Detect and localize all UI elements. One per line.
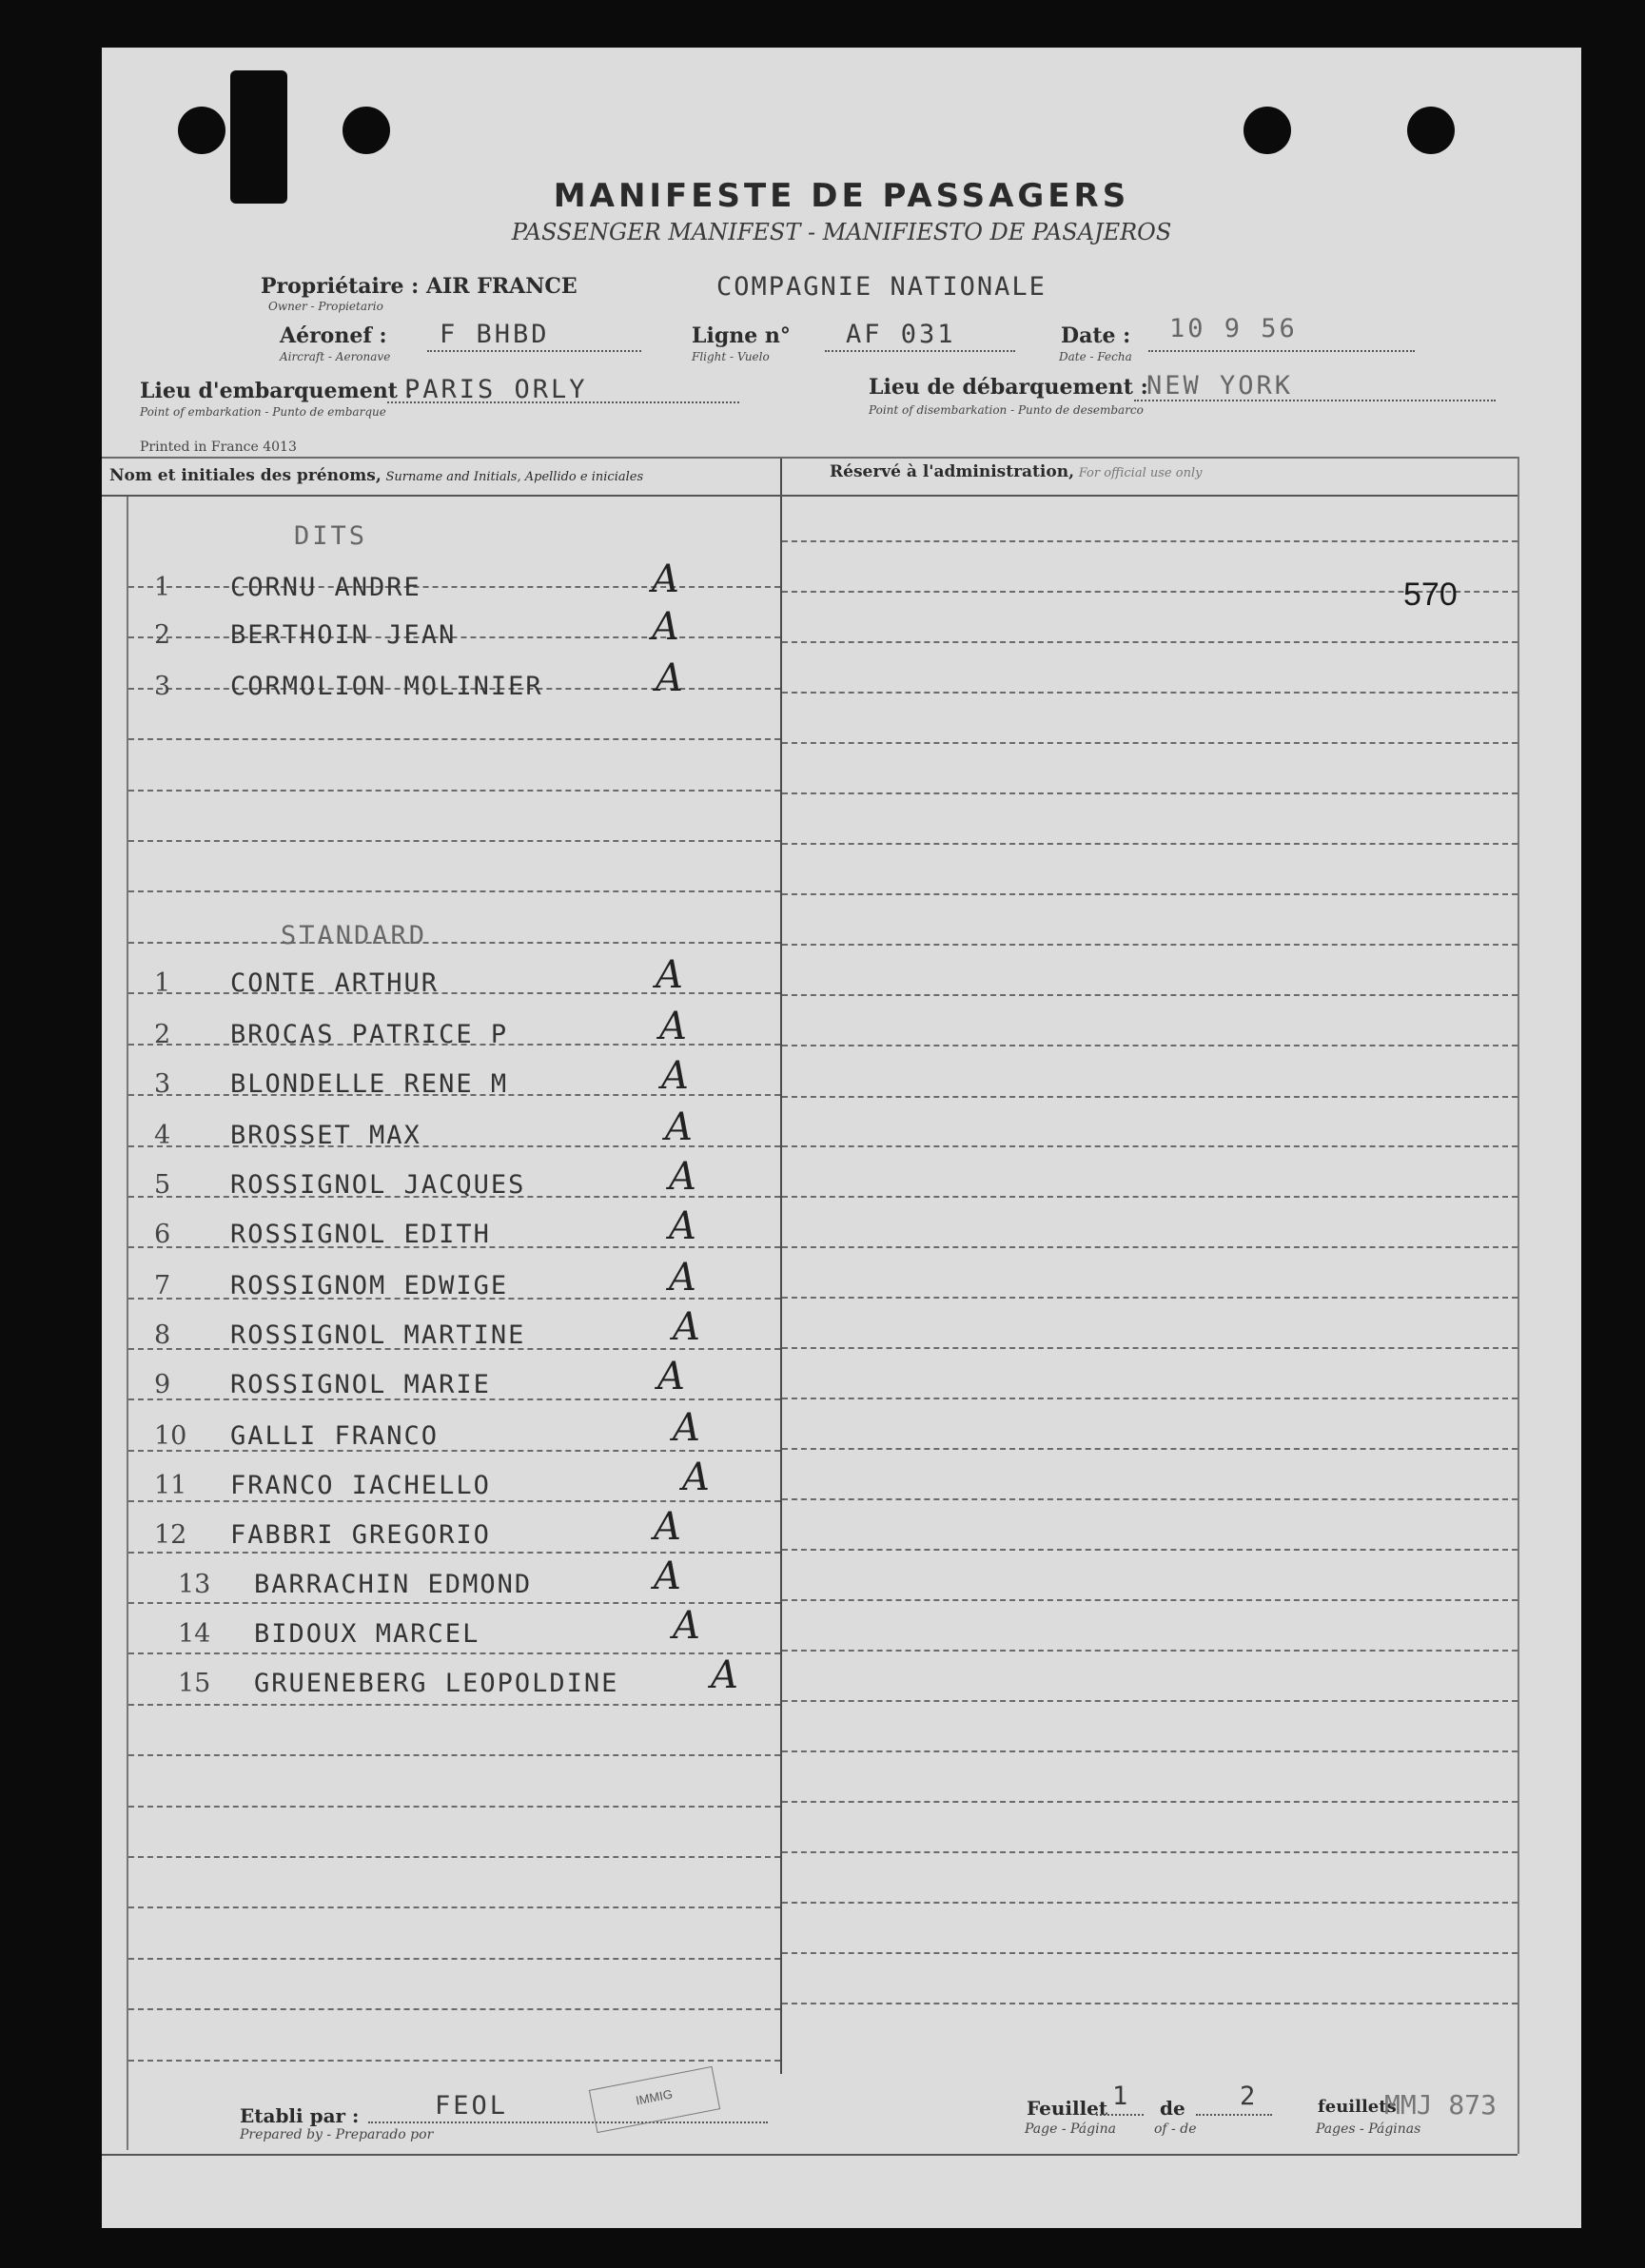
passenger-name: ROSSIGNOM EDWIGE [230, 1271, 509, 1300]
passenger-name: ROSSIGNOL MARIE [230, 1370, 491, 1399]
handwritten-check-mark: A [656, 953, 683, 997]
list-item [154, 1170, 525, 1200]
flight-sublabel: Flight - Vuelo [692, 350, 770, 363]
handwritten-check-mark: A [652, 605, 679, 649]
list-item [154, 1121, 421, 1150]
handwritten-check-mark: A [669, 1204, 696, 1248]
passenger-name: FABBRI GREGORIO [230, 1520, 491, 1550]
passenger-name: ROSSIGNOL JACQUES [230, 1170, 526, 1200]
passenger-number: 9 [154, 1370, 171, 1399]
section-label-dits: DITS [294, 521, 368, 551]
date-label: Date : [1061, 323, 1131, 348]
owner-sublabel: Owner - Propietario [268, 300, 383, 313]
list-item [154, 1271, 508, 1300]
footer-sheet-label: Feuillet [1027, 2097, 1108, 2120]
list-item [178, 1669, 618, 1698]
disembark-value: NEW YORK [1146, 371, 1294, 401]
handwritten-check-mark: A [654, 1505, 681, 1549]
passenger-number: 15 [178, 1669, 211, 1698]
passenger-number: 11 [154, 1471, 187, 1500]
punch-hole-right [1244, 107, 1291, 154]
page-title: MANIFESTE DE PASSAGERS [553, 177, 1130, 215]
passenger-number: 3 [154, 672, 171, 701]
date-sublabel: Date - Fecha [1059, 350, 1132, 363]
list-item [154, 1370, 491, 1399]
handwritten-check-mark: A [654, 1554, 681, 1598]
list-item [154, 1320, 525, 1350]
handwritten-check-mark: A [711, 1653, 738, 1697]
passenger-name: CORNU ANDRE [230, 573, 421, 602]
page-subtitle: PASSENGER MANIFEST - MANIFIESTO DE PASAJEROS [511, 219, 1172, 245]
handwritten-check-mark: A [673, 1406, 700, 1450]
column-divider [780, 459, 782, 2074]
embark-value: PARIS ORLY [404, 375, 588, 404]
passenger-name: GRUENEBERG LEOPOLDINE [254, 1669, 619, 1698]
immigration-stamp: IMMIG [589, 2066, 720, 2133]
passenger-number: 6 [154, 1220, 171, 1249]
passenger-number: 13 [178, 1570, 211, 1599]
passenger-number: 1 [154, 573, 171, 602]
list-item [178, 1619, 480, 1649]
handwritten-check-mark: A [669, 1256, 696, 1300]
list-item [154, 1471, 491, 1500]
embark-label: Lieu d'embarquement : [140, 379, 413, 403]
date-value: 10 9 56 [1169, 314, 1298, 343]
footer-sheet-value: 1 [1112, 2082, 1131, 2111]
disembark-sublabel: Point of disembarkation - Punto de desembarco [869, 403, 1144, 417]
list-item [154, 1220, 491, 1249]
footer-sheet-sub: Page - Página [1025, 2121, 1116, 2137]
manifest-sheet [102, 48, 1581, 2228]
passenger-number: 2 [154, 1020, 171, 1049]
handwritten-check-mark: A [659, 1005, 687, 1048]
list-item [178, 1570, 532, 1599]
names-column-header: Nom et initiales des prénoms, Surname and Initials, Apellido e iniciales [109, 466, 644, 485]
admin-number-annotation: 570 [1403, 577, 1458, 613]
passenger-name: CONTE ARTHUR [230, 968, 440, 998]
passenger-number: 3 [154, 1069, 171, 1099]
aircraft-label: Aéronef : [280, 323, 387, 348]
flight-label: Ligne n° [692, 323, 791, 348]
owner-label: Propriétaire : AIR FRANCE [261, 274, 578, 299]
handwritten-check-mark: A [652, 557, 679, 601]
aircraft-sublabel: Aircraft - Aeronave [280, 350, 391, 363]
admin-column-header: Réservé à l'administration, For official use only [830, 462, 1203, 481]
passenger-name: FRANCO IACHELLO [230, 1471, 491, 1500]
owner-value: COMPAGNIE NATIONALE [716, 272, 1047, 302]
list-item [154, 1069, 508, 1099]
list-item [154, 968, 439, 998]
passenger-number: 5 [154, 1170, 171, 1200]
passenger-number: 8 [154, 1320, 171, 1350]
passenger-name: BROSSET MAX [230, 1121, 421, 1150]
handwritten-check-mark: A [665, 1105, 693, 1149]
passenger-name: CORMOLION MOLINIER [230, 672, 543, 701]
passenger-name: ROSSIGNOL MARTINE [230, 1320, 526, 1350]
handwritten-check-mark: A [669, 1155, 696, 1199]
footer-prepared-label: Etabli par : [240, 2104, 360, 2127]
passenger-number: 7 [154, 1271, 171, 1300]
list-item [154, 672, 543, 701]
passenger-number: 12 [154, 1520, 187, 1550]
passenger-number: 10 [154, 1421, 187, 1451]
passenger-number: 2 [154, 620, 171, 650]
list-item [154, 1020, 508, 1049]
footer-reference: MMJ 873 [1384, 2089, 1498, 2121]
disembark-label: Lieu de débarquement : [869, 375, 1148, 400]
passenger-name: GALLI FRANCO [230, 1421, 440, 1451]
passenger-name: BIDOUX MARCEL [254, 1619, 480, 1649]
footer-pages-label: feuillets [1318, 2097, 1397, 2117]
aircraft-value: F BHBD [440, 320, 550, 349]
passenger-name: BARRACHIN EDMOND [254, 1570, 533, 1599]
list-item [154, 573, 421, 602]
footer-of-value: 2 [1240, 2082, 1259, 2111]
handwritten-check-mark: A [657, 1355, 685, 1398]
punch-hole-left-2 [343, 107, 390, 154]
handwritten-check-mark: A [656, 656, 683, 700]
footer-of-label: de [1160, 2097, 1185, 2120]
passenger-name: ROSSIGNOL EDITH [230, 1220, 491, 1249]
passenger-name: BERTHOIN JEAN [230, 620, 457, 650]
handwritten-check-mark: A [673, 1604, 700, 1648]
handwritten-check-mark: A [682, 1456, 710, 1499]
passenger-number: 4 [154, 1121, 171, 1150]
handwritten-check-mark: A [673, 1305, 700, 1349]
section-label-standard: STANDARD [281, 921, 428, 950]
passenger-number: 14 [178, 1619, 211, 1649]
list-item [154, 1520, 491, 1550]
footer-prepared-sub: Prepared by - Preparado por [240, 2127, 434, 2142]
list-item [154, 620, 456, 650]
punch-hole-right-2 [1407, 107, 1455, 154]
embark-sublabel: Point of embarkation - Punto de embarque [140, 405, 386, 419]
passenger-name: BROCAS PATRICE P [230, 1020, 509, 1049]
printed-note: Printed in France 4013 [140, 440, 297, 455]
passenger-number: 1 [154, 968, 171, 998]
list-item [154, 1421, 439, 1451]
flight-value: AF 031 [846, 320, 956, 349]
handwritten-check-mark: A [661, 1054, 689, 1098]
footer-of-sub: of - de [1154, 2121, 1197, 2137]
punch-hole-left [178, 107, 225, 154]
footer-prepared-value: FEOL [435, 2091, 509, 2121]
passenger-name: BLONDELLE RENE M [230, 1069, 509, 1099]
footer-pages-sub: Pages - Páginas [1316, 2121, 1421, 2137]
